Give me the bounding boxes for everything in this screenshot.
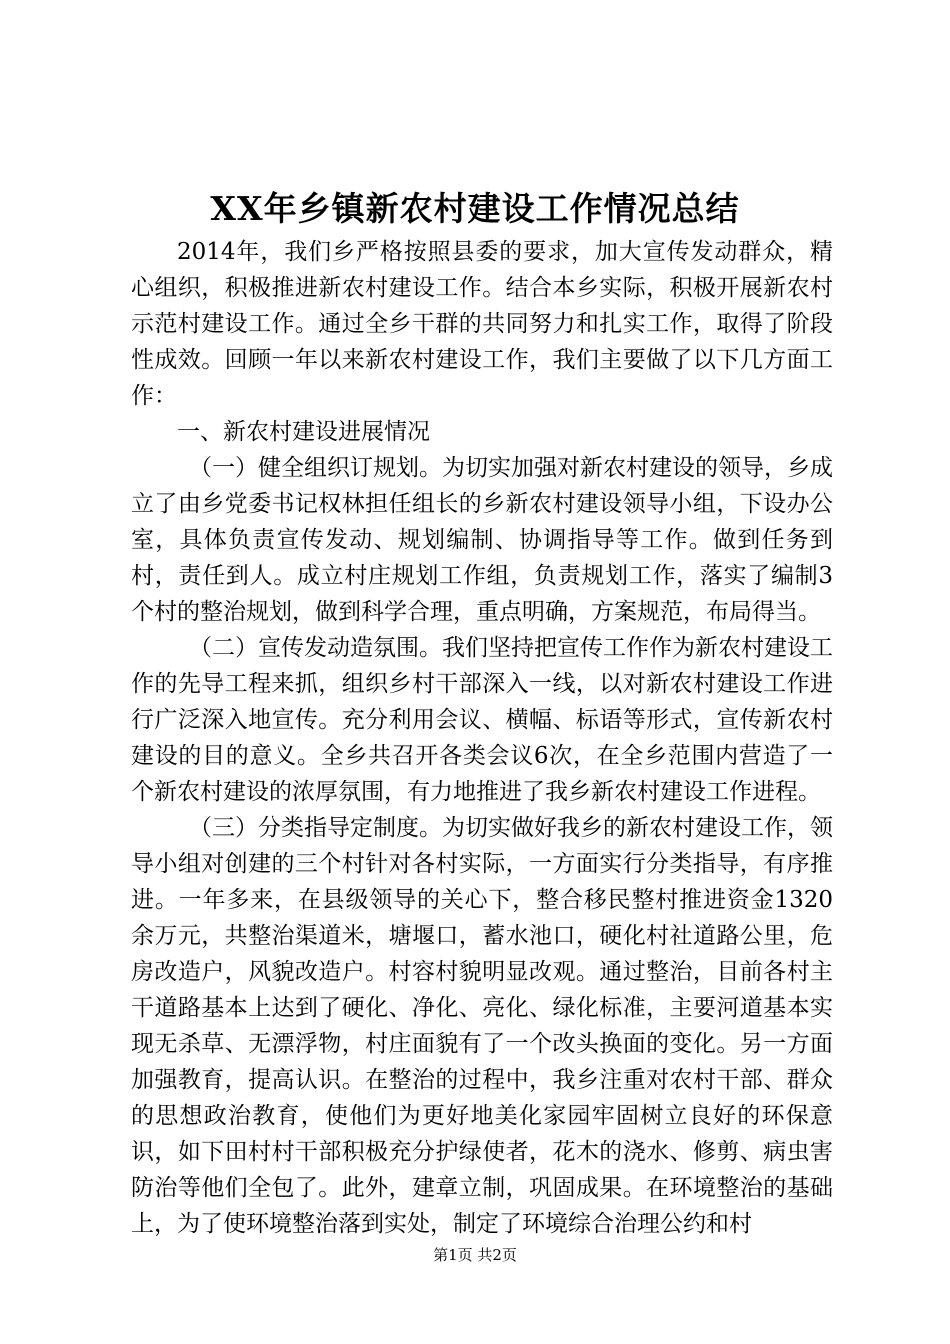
document-title: XX年乡镇新农村建设工作情况总结 — [210, 189, 740, 228]
document-body — [131, 234, 833, 1242]
paragraph-organization: （一）健全组织订规划。为切实加强对新农村建设的领导，乡成立了由乡党委书记权林担任组长的乡新农村建设领导小组，下设办公室，具体负责宣传发动、规划编制、协调指导等工作。做到任务到村，责任到人。成立村庄规划工作组，负责规划工作，落实了编制3个村的整治规划，做到科学合理，重点明确，方案规范，布局得当。 — [131, 455, 833, 625]
paragraph-intro: 2014年，我们乡严格按照县委的要求，加大宣传发动群众，精心组织，积极推进新农村建设工作。结合本乡实际，积极开展新农村示范村建设工作。通过全乡干群的共同努力和扎实工作，取得了阶段性成效。回顾一年以来新农村建设工作，我们主要做了以下几方面工作： — [131, 239, 833, 409]
section-heading: 一、新农村建设进展情况 — [177, 419, 430, 445]
page-number: 第1页 共2页 — [433, 1246, 517, 1264]
paragraph-publicity: （二）宣传发动造氛围。我们坚持把宣传工作作为新农村建设工作的先导工程来抓，组织乡村干部深入一线，以对新农村建设工作进行广泛深入地宣传。充分利用会议、横幅、标语等形式，宣传新农村建设的目的意义。全乡共召开各类会议6次，在全乡范围内营造了一个新农村建设的浓厚氛围，有力地推进了我乡新农村建设工作进程。 — [131, 635, 833, 805]
paragraph-guidance: （三）分类指导定制度。为切实做好我乡的新农村建设工作，领导小组对创建的三个村针对各村实际，一方面实行分类指导，有序推进。一年多来，在县级领导的关心下，整合移民整村推进资金1320余万元，共整治渠道米，塘堰口，蓄水池口，硬化村社道路公里，危房改造户，风貌改造户。村容村貌明显改观。通过整治，目前各村主干道路基本上达到了硬化、净化、亮化、绿化标准，主要河道基本实现无杀草、无漂浮物，村庄面貌有了一个改头换面的变化。另一方面加强教育，提高认识。在整治的过程中，我乡注重对农村干部、群众的思想政治教育，使他们为更好地美化家园牢固树立良好的环保意识，如下田村村干部积极充分护绿使者，花木的浇水、修剪、病虫害防治等他们全包了。此外，建章立制，巩固成果。在环境整治的基础上，为了使环境整治落到实处，制定了环境综合治理公约和村 — [131, 815, 833, 1237]
